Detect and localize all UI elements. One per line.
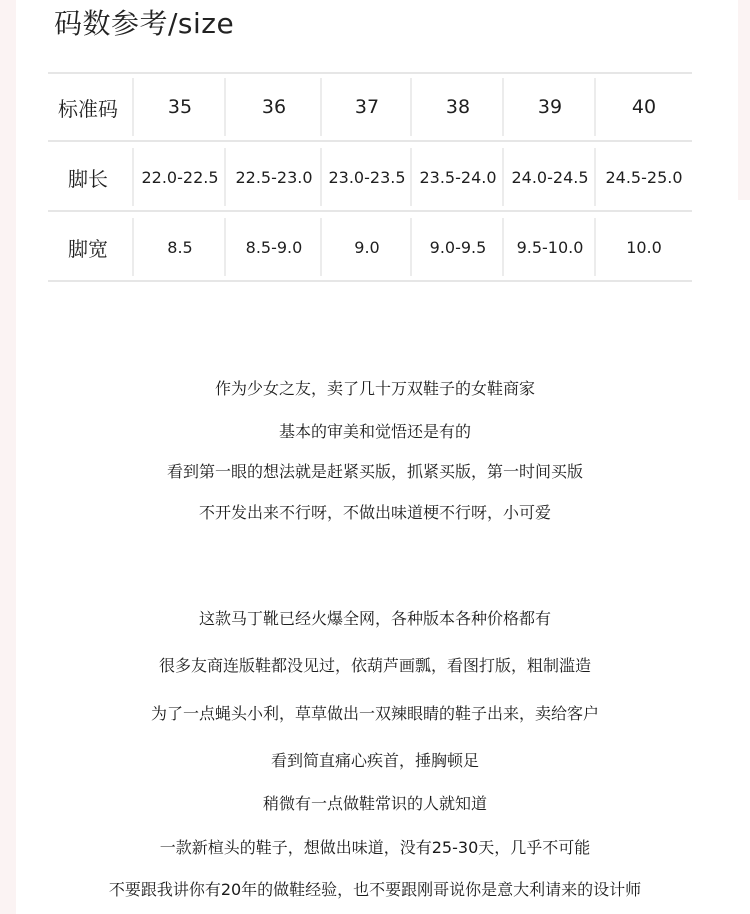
table-row-foot-width	[42, 212, 692, 282]
paragraph-line: 一款新楦头的鞋子，想做出味道，没有25-30天，几乎不可能	[159, 838, 591, 857]
right-edge-band-top	[738, 0, 750, 40]
foot-length-cell: 24.0-24.5	[504, 142, 596, 212]
paragraph-line: 看到简直痛心疾首，捶胸顿足	[270, 751, 479, 770]
table-row-standard-size	[42, 72, 692, 142]
foot-length-cell: 23.5-24.0	[412, 142, 504, 212]
size-cell: 38	[412, 72, 504, 142]
row-label-standard-size: 标准码	[42, 72, 134, 142]
row-label-foot-length: 脚长	[42, 142, 134, 212]
size-cell: 40	[631, 96, 657, 118]
paragraph-line: 看到第一眼的想法就是赶紧买版，抓紧买版，第一时间买版	[166, 462, 583, 481]
paragraph-line: 为了一点蝇头小利，草草做出一双辣眼睛的鞋子出来，卖给客户	[150, 704, 599, 723]
foot-width-cell: 9.5-10.0	[504, 212, 596, 282]
table-row-foot-length	[42, 142, 692, 212]
size-table	[42, 72, 692, 282]
size-cell: 35	[134, 72, 226, 142]
paragraph-line: 基本的审美和觉悟还是有的	[278, 422, 471, 441]
size-cell: 36	[226, 72, 322, 142]
paragraph-line: 不要跟我讲你有20年的做鞋经验，也不要跟刚哥说你是意大利请来的设计师	[108, 880, 642, 899]
foot-length-cell: 24.5-25.0	[605, 167, 683, 187]
table-row-divider	[48, 280, 692, 282]
paragraph-line: 作为少女之友，卖了几十万双鞋子的女鞋商家	[214, 379, 535, 398]
page-title: 码数参考/size	[54, 7, 235, 40]
foot-width-cell: 10.0	[626, 237, 662, 257]
size-cell: 37	[322, 72, 412, 142]
foot-length-cell: 22.0-22.5	[134, 142, 226, 212]
paragraph-line: 不开发出来不行呀，不做出味道梗不行呀，小可爱	[198, 503, 551, 522]
foot-length-cell: 23.0-23.5	[322, 142, 412, 212]
size-cell: 39	[504, 72, 596, 142]
paragraph-line: 稍微有一点做鞋常识的人就知道	[262, 794, 487, 813]
paragraph-line: 很多友商连版鞋都没见过，依葫芦画瓢，看图打版，粗制滥造	[158, 656, 591, 675]
foot-width-cell: 8.5-9.0	[226, 212, 322, 282]
row-label-foot-width: 脚宽	[42, 212, 134, 282]
foot-width-cell: 9.0	[322, 212, 412, 282]
paragraph-line: 这款马丁靴已经火爆全网，各种版本各种价格都有	[198, 609, 551, 628]
foot-length-cell: 22.5-23.0	[226, 142, 322, 212]
foot-width-cell: 8.5	[134, 212, 226, 282]
right-edge-band	[738, 40, 750, 200]
left-edge-band-top	[0, 0, 16, 40]
foot-width-cell: 9.0-9.5	[412, 212, 504, 282]
